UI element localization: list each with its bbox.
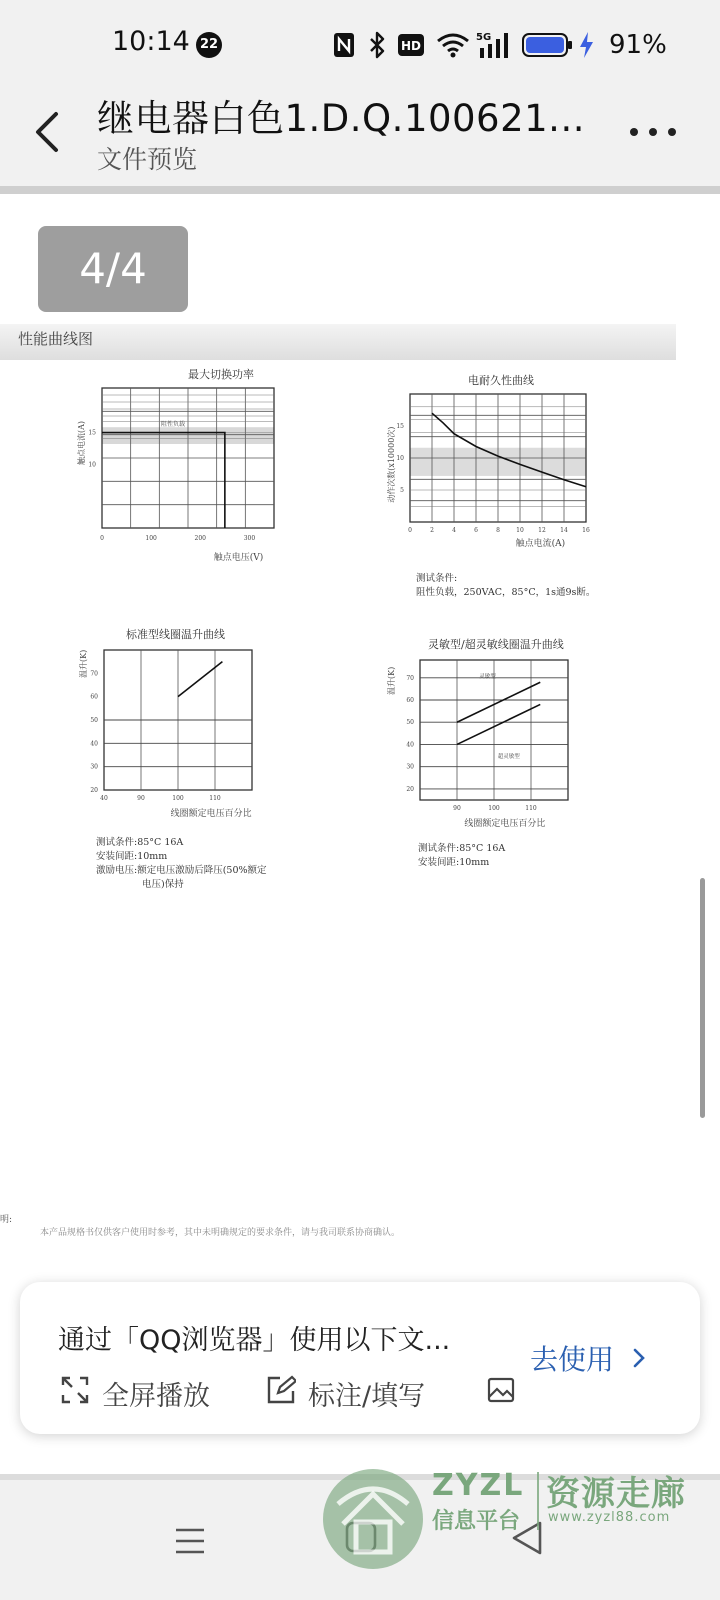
nfc-icon <box>333 28 355 62</box>
notification-badge: 22 <box>196 32 222 58</box>
page-indicator: 4/4 <box>38 226 188 312</box>
y-tick-label: 70 <box>406 674 414 682</box>
header-divider <box>0 186 720 194</box>
watermark-logo-icon <box>318 1464 428 1574</box>
chart-4-notes <box>418 842 505 870</box>
y-tick-label: 30 <box>406 763 414 771</box>
chart-2-note-line: 阻性负载，250VAC，85°C，1s通9s断。 <box>416 587 596 598</box>
x-tick-label: 300 <box>243 535 256 542</box>
go-use-button[interactable] <box>530 1338 647 1378</box>
watermark-url: www.zyzl88.com <box>548 1510 671 1525</box>
chart-3-note-line: 激励电压:额定电压激励后降压(50%额定 <box>96 865 267 876</box>
chart-3-notes <box>96 836 267 892</box>
chart-2-notes <box>416 572 595 600</box>
chart-3-note-line: 安装间距:10mm <box>96 851 168 862</box>
chart-4-title: 灵敏型/超灵敏线圈温升曲线 <box>428 638 564 651</box>
svg-text:5G: 5G <box>476 32 492 43</box>
footer-note-heading: 明: <box>0 1215 13 1225</box>
y-tick-label: 40 <box>90 740 98 748</box>
x-tick-label: 40 <box>100 795 108 802</box>
x-tick-label: 8 <box>496 527 500 534</box>
signal-5g-icon <box>476 28 512 62</box>
chart-1-title: 最大切换功率 <box>188 368 254 381</box>
y-tick-label: 50 <box>90 717 98 724</box>
chart-3-note-line: 测试条件:85°C 16A <box>96 837 184 848</box>
hd-icon <box>398 28 424 62</box>
x-axis-label: 触点电流(A) <box>515 539 566 549</box>
x-tick-label: 90 <box>137 795 145 802</box>
chart-3-title: 标准型线圈温升曲线 <box>126 628 225 641</box>
y-tick-label: 5 <box>400 487 404 494</box>
charging-icon <box>578 28 594 62</box>
app-header <box>0 80 720 186</box>
battery-percent: 91% <box>609 30 667 60</box>
x-tick-label: 10 <box>516 527 524 534</box>
chart-4-note-line: 测试条件:85°C 16A <box>418 843 506 854</box>
x-tick-label: 14 <box>560 527 568 534</box>
x-tick-label: 6 <box>474 527 478 534</box>
x-axis-label: 线圈额定电压百分比 <box>464 819 546 829</box>
go-use-label: 去使用 <box>530 1343 615 1376</box>
section-header-bar <box>0 324 676 360</box>
footer-note-text: 本产品规格书仅供客户使用时参考，其中未明确规定的要求条件，请与我司联系协商确认。 <box>40 1228 401 1238</box>
edit-icon <box>266 1375 308 1412</box>
x-tick-label: 100 <box>145 535 157 542</box>
qq-browser-card <box>20 1282 700 1434</box>
watermark-divider <box>537 1472 539 1530</box>
chart-4-note-line: 安装间距:10mm <box>418 857 490 868</box>
series-label: 超灵敏型 <box>497 753 520 760</box>
status-time: 10:14 <box>112 26 190 57</box>
fullscreen-icon <box>60 1375 102 1412</box>
y-tick-label: 50 <box>406 719 414 727</box>
y-axis-label: 动作次数(x10000次) <box>387 426 396 503</box>
x-tick-label: 12 <box>538 527 546 534</box>
watermark-brand-sub: 信息平台 <box>432 1509 521 1534</box>
svg-text:HD: HD <box>400 39 422 53</box>
x-tick-label: 100 <box>172 795 184 802</box>
chart-3-standard-coil-temp-rise <box>72 642 272 832</box>
chart-2-title: 电耐久性曲线 <box>468 374 534 387</box>
chart-4-sensitive-coil-temp-rise <box>380 652 580 842</box>
y-tick-label: 20 <box>406 785 414 793</box>
fullscreen-play-button[interactable] <box>60 1376 210 1410</box>
y-tick-label: 15 <box>396 423 404 430</box>
watermark-name: 资源走廊 <box>546 1474 686 1514</box>
x-tick-label: 16 <box>582 527 590 534</box>
y-tick-label: 30 <box>90 763 98 771</box>
scrollbar[interactable] <box>700 878 705 1118</box>
x-tick-label: 0 <box>408 527 412 534</box>
series-label: 灵敏型 <box>479 673 496 680</box>
section-title: 性能曲线图 <box>18 330 94 348</box>
x-tick-label: 100 <box>488 805 500 812</box>
image-icon <box>486 1375 528 1412</box>
document-subtitle: 文件预览 <box>97 145 198 174</box>
x-tick-label: 4 <box>452 527 456 534</box>
series-line <box>457 682 540 722</box>
chart-2-note-line: 测试条件: <box>416 573 458 584</box>
document-title: 继电器白色1.D.Q.100621... <box>97 97 585 140</box>
chart-3-note-line: 电压)保持 <box>142 879 184 890</box>
x-tick-label: 200 <box>194 535 207 542</box>
x-tick-label: 2 <box>430 527 434 534</box>
y-tick-label: 70 <box>90 670 98 678</box>
x-tick-label: 0 <box>100 535 104 542</box>
chevron-right-icon <box>623 1343 647 1376</box>
y-axis-label: 温升(K) <box>387 666 396 695</box>
chart-1-max-switching-power <box>70 380 310 570</box>
series-line <box>457 704 540 744</box>
watermark-brand: ZYZL <box>432 1468 525 1503</box>
series-line <box>102 433 225 528</box>
status-bar <box>0 0 720 80</box>
y-tick-label: 10 <box>88 461 96 469</box>
document-footer-note <box>0 1214 600 1240</box>
y-axis-label: 触点电流(A) <box>77 420 86 465</box>
x-axis-label: 线圈额定电压百分比 <box>170 809 252 819</box>
x-tick-label: 90 <box>453 805 461 812</box>
series-line <box>178 662 222 697</box>
series-label: 阻性负载 <box>160 421 185 429</box>
annotate-fill-button[interactable] <box>266 1376 425 1410</box>
x-tick-label: 110 <box>525 805 537 812</box>
qq-card-title: 通过「QQ浏览器」使用以下文... <box>58 1325 451 1356</box>
image-action-button[interactable] <box>486 1376 528 1410</box>
y-tick-label: 60 <box>90 693 98 701</box>
more-horizontal-icon[interactable] <box>628 124 678 140</box>
fullscreen-play-label: 全屏播放 <box>102 1380 210 1412</box>
x-tick-label: 110 <box>209 795 221 802</box>
y-tick-label: 60 <box>406 697 414 704</box>
bluetooth-icon <box>369 28 385 62</box>
chevron-left-icon[interactable] <box>30 108 66 156</box>
y-tick-label: 20 <box>90 787 98 794</box>
y-tick-label: 40 <box>406 741 414 749</box>
wifi-icon <box>436 28 470 62</box>
annotate-fill-label: 标注/填写 <box>308 1380 426 1412</box>
y-axis-label: 温升(K) <box>79 649 88 678</box>
y-tick-label: 15 <box>88 429 96 437</box>
y-tick-label: 10 <box>396 455 404 462</box>
menu-icon[interactable] <box>174 1526 206 1556</box>
x-axis-label: 触点电压(V) <box>213 553 264 563</box>
chart-2-electrical-endurance <box>382 386 612 562</box>
battery-icon <box>522 28 574 62</box>
